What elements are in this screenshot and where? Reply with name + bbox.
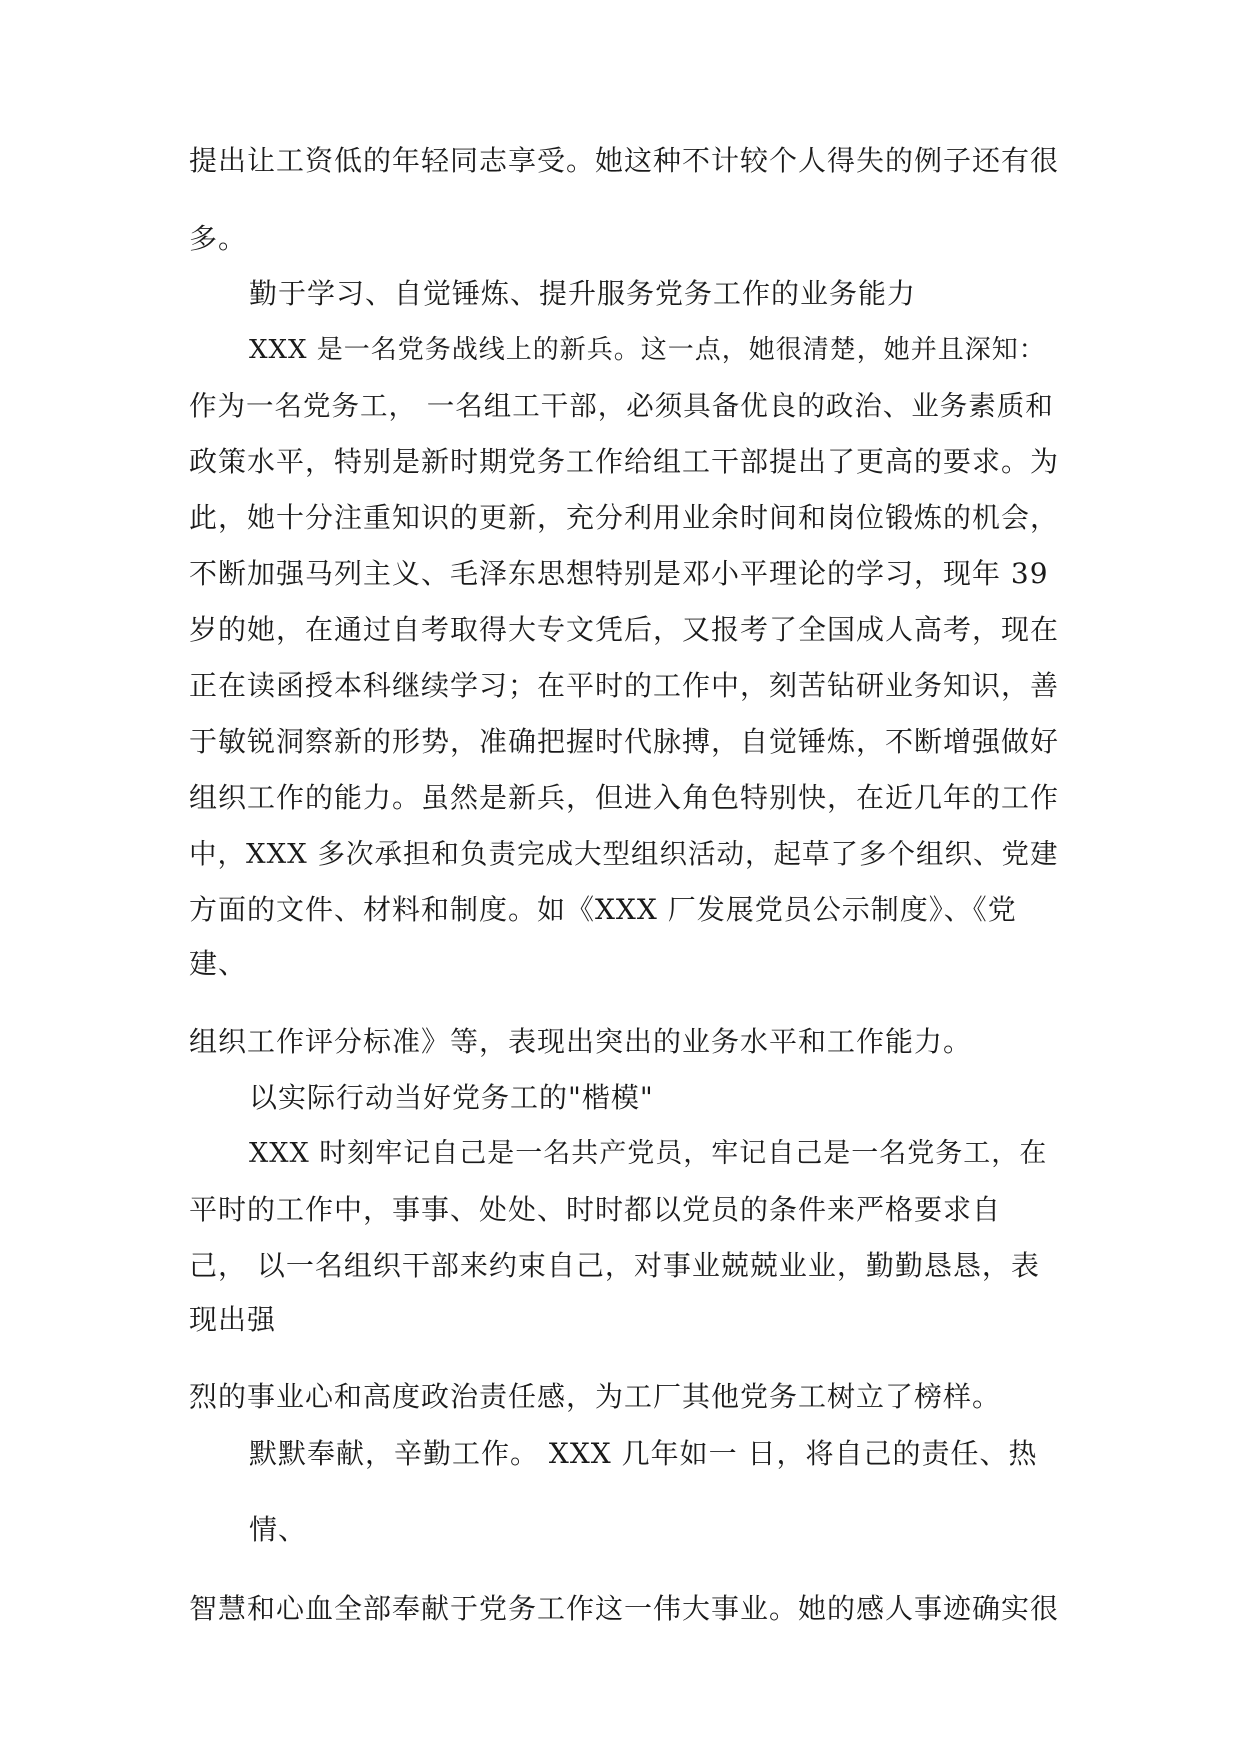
- text-line: 默默奉献，辛勤工作。 XXX 几年如一 日，将自己的责任、热: [249, 1437, 1038, 1470]
- text-line: 岁的她，在通过自考取得大专文凭后，又报考了全国成人高考，现在: [189, 613, 1060, 646]
- text-line: 己， 以一名组织干部来约束自己，对事业兢兢业业，勤勤恳恳，表: [189, 1249, 1040, 1282]
- text-line: 情、: [249, 1513, 308, 1546]
- text-line: 烈的事业心和高度政治责任感，为工厂其他党务工树立了榜样。: [189, 1380, 1002, 1413]
- text-line: 提出让工资低的年轻同志享受。她这种不计较个人得失的例子还有很: [189, 144, 1060, 177]
- text-line: 于敏锐洞察新的形势，准确把握时代脉搏，自觉锤炼，不断增强做好: [189, 725, 1060, 758]
- text-line: 现出强: [189, 1303, 277, 1336]
- text-line: 组织工作评分标准》等，表现出突出的业务水平和工作能力。: [189, 1025, 973, 1058]
- text-line: 此，她十分注重知识的更新，充分利用业余时间和岗位锻炼的机会，: [189, 501, 1060, 534]
- section-heading: 勤于学习、自觉锤炼、提升服务党务工作的业务能力: [249, 277, 917, 310]
- text-line: XXX 时刻牢记自己是一名共产党员，牢记自己是一名党务工，在: [249, 1138, 1048, 1169]
- text-line: 多。: [189, 222, 248, 255]
- text-line: 建、: [189, 947, 248, 980]
- text-line: 作为一名党务工， 一名组工干部，必须具备优良的政治、业务素质和: [189, 390, 1054, 422]
- text-line: 平时的工作中，事事、处处、时时都以党员的条件来严格要求自: [189, 1193, 1002, 1226]
- text-line: 政策水平，特别是新时期党务工作给组工干部提出了更高的要求。为: [189, 445, 1060, 478]
- text-line: 组织工作的能力。虽然是新兵，但进入角色特别快，在近几年的工作: [189, 781, 1060, 814]
- text-line: 智慧和心血全部奉献于党务工作这一伟大事业。她的感人事迹确实很: [189, 1592, 1060, 1625]
- text-line: XXX 是一名党务战线上的新兵。这一点，她很清楚，她并且深知：: [249, 335, 1046, 365]
- text-line: 方面的文件、材料和制度。如《XXX 厂发展党员公示制度》、《党: [189, 893, 1017, 926]
- text-line: 中，XXX 多次承担和负责完成大型组织活动，起草了多个组织、党建: [189, 838, 1059, 870]
- section-heading: 以实际行动当好党务工的"楷模": [249, 1081, 654, 1114]
- text-line: 正在读函授本科继续学习；在平时的工作中，刻苦钻研业务知识，善: [189, 669, 1060, 702]
- text-line: 不断加强马列主义、毛泽东思想特别是邓小平理论的学习，现年 39: [189, 557, 1049, 590]
